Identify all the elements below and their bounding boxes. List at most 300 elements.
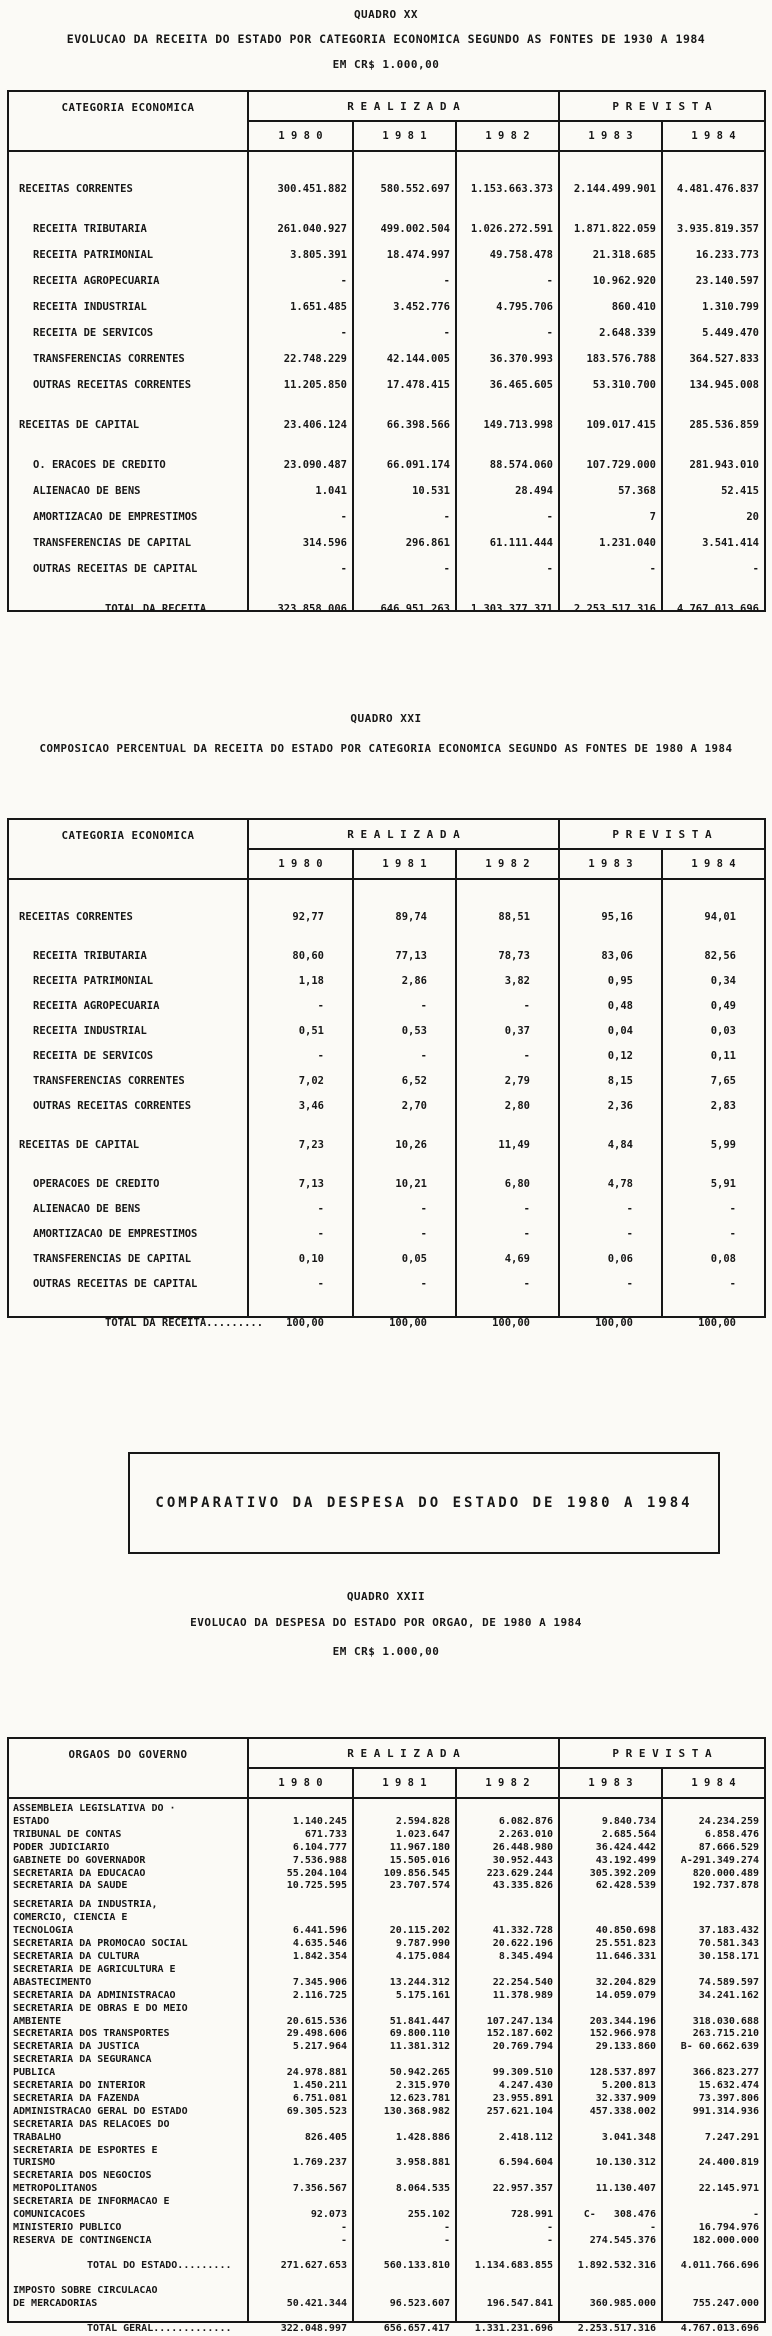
cell-value: - [420, 1202, 427, 1215]
row-label: SECRETARIA DA ADMINISTRACAO [13, 1989, 176, 2001]
cell-value: - [340, 275, 347, 287]
row-label: SECRETARIA DA EDUCACAO [13, 1867, 146, 1879]
row-label: RECEITAS CORRENTES [19, 910, 133, 923]
cell-value: 4.481.476.837 [676, 183, 759, 195]
cell-value: - [523, 1277, 530, 1290]
cell-value: 149.713.998 [483, 419, 553, 431]
row-label: ALIENACAO DE BENS [33, 1202, 141, 1215]
cell-value: 20.615.536 [286, 2015, 347, 2027]
cell-value: - [317, 1202, 324, 1215]
table-row [9, 1043, 764, 1068]
row-label: SECRETARIA DE INFORMACAO E COMUNICACOES [13, 2196, 170, 2221]
cell-value: - [626, 1277, 633, 1290]
cell-value: 0,95 [607, 974, 633, 987]
row-label: SECRETARIA DA FAZENDA [13, 2092, 140, 2104]
cell-value: 7,13 [298, 1177, 324, 1190]
cell-value: 257.621.104 [486, 2105, 553, 2117]
cell-value: 2.648.339 [599, 327, 656, 339]
cell-value: - [443, 327, 450, 339]
cell-value: 42.144.005 [386, 353, 450, 365]
cell-value: 0,11 [710, 1049, 736, 1062]
cell-value: 24.234.259 [698, 1815, 759, 1827]
row-label: RECEITA DE SERVICOS [33, 327, 154, 339]
row-label: RECEITA TRIBUTARIA [33, 949, 147, 962]
table-row [9, 372, 764, 398]
year-header: 1 9 8 2 [455, 1769, 558, 1797]
cell-value: - [729, 1202, 736, 1215]
cell-value: 192.737.878 [692, 1880, 759, 1892]
cell-value: 17.478.415 [386, 379, 450, 391]
table-row [9, 2106, 764, 2119]
cell-value: 94,01 [704, 910, 736, 923]
table-row [9, 268, 764, 294]
quadro-xxi-title: COMPOSICAO PERCENTUAL DA RECEITA DO ESTADO POR CATEGORIA ECONOMICA SEGUNDO AS FONTES DE 1980 A 1984 [39, 742, 733, 755]
table-row [9, 1829, 764, 1842]
row-label: TOTAL DO ESTADO......... [87, 2259, 232, 2271]
cell-value: 1,18 [298, 974, 324, 987]
cell-value: - [546, 2234, 553, 2246]
year-header: 1 9 8 0 [278, 130, 323, 142]
cell-value: 6.441.596 [292, 1925, 347, 1937]
table-row [9, 1221, 764, 1246]
cell-value: 2,79 [504, 1074, 530, 1087]
row-label: SECRETARIA DO INTERIOR [13, 2080, 146, 2092]
row-label: SECRETARIA DA SAUDE [13, 1880, 128, 1892]
revenue-percent-table [7, 818, 766, 1329]
year-header: 1 9 8 1 [352, 850, 455, 878]
cell-value: 13.244.312 [389, 1976, 450, 1988]
table-row [9, 1093, 764, 1118]
cell-value: 55.204.104 [286, 1867, 347, 1879]
column-header: ORGAOS DO GOVERNO [9, 1739, 249, 1797]
cell-value: 128.537.897 [589, 2067, 656, 2079]
cell-value: 100,00 [389, 1316, 427, 1329]
cell-value: 860.410 [611, 301, 656, 313]
row-label: ALIENACAO DE BENS [33, 485, 141, 497]
cell-value: 22.145.971 [698, 2183, 759, 2195]
cell-value: - [649, 2222, 656, 2233]
table-row [9, 1196, 764, 1221]
cell-value: 87.666.529 [698, 1841, 759, 1853]
cell-value: 23.140.597 [695, 275, 759, 287]
column-header: CATEGORIA ECONOMICA [9, 820, 249, 878]
table-row [9, 2080, 764, 2093]
cell-value: 1.331.231.696 [474, 2322, 553, 2334]
cell-value: 360.985.000 [589, 2297, 656, 2309]
table-row [9, 1132, 764, 1157]
year-header: 1 9 8 2 [455, 850, 558, 878]
cell-value: 10,21 [395, 1177, 427, 1190]
cell-value: 4.767.013.696 [676, 603, 759, 615]
cell-value: 16.794.976 [698, 2222, 759, 2233]
year-header: 1 9 8 4 [661, 850, 764, 878]
cell-value: 1.231.040 [599, 537, 656, 549]
table-header [9, 820, 764, 880]
cell-value: 21.318.685 [592, 249, 656, 261]
cell-value: 1.134.683.855 [474, 2259, 553, 2271]
row-label: PODER JUDICIARIO [13, 1841, 110, 1853]
table-row [9, 1246, 764, 1271]
cell-value: 196.547.841 [486, 2297, 553, 2309]
table-row [9, 1842, 764, 1855]
revenue-evolution-table [7, 90, 766, 615]
cell-value: 263.715.210 [692, 2028, 759, 2040]
cell-value: - [546, 563, 553, 575]
cell-value: 23.707.574 [389, 1880, 450, 1892]
cell-value: 41.332.728 [492, 1925, 553, 1937]
table-row [9, 2170, 764, 2196]
row-label: O. ERACOES DE CREDITO [33, 459, 166, 471]
cell-value: 755.247.000 [692, 2297, 759, 2309]
row-label: OUTRAS RECEITAS DE CAPITAL [33, 1277, 198, 1290]
cell-value: - [443, 2222, 450, 2233]
table-row [9, 1951, 764, 1964]
cell-value: 2,83 [710, 1099, 736, 1112]
cell-value: 15.632.474 [698, 2080, 759, 2092]
cell-value: 11.130.407 [595, 2183, 656, 2195]
cell-value: 14.059.079 [595, 1989, 656, 2001]
cell-value: 0,03 [710, 1024, 736, 1037]
row-label: IMPOSTO SOBRE CIRCULACAO DE MERCADORIAS [13, 2284, 158, 2309]
table-row [9, 2028, 764, 2041]
cell-value: 80,60 [292, 949, 324, 962]
cell-value: 4.795.706 [496, 301, 553, 313]
table-row [9, 452, 764, 478]
cell-value: 305.392.209 [589, 1867, 656, 1879]
cell-value: 61.111.444 [489, 537, 553, 549]
cell-value: 23.955.891 [492, 2092, 553, 2104]
cell-value: 0,34 [710, 974, 736, 987]
cell-value: 100,00 [286, 1316, 324, 1329]
cell-value: 11.205.850 [283, 379, 347, 391]
cell-value: 7.536.988 [292, 1854, 347, 1866]
cell-value: 24.400.819 [698, 2157, 759, 2169]
cell-value: 6.594.604 [498, 2157, 553, 2169]
table-row [9, 993, 764, 1018]
cell-value: 92,77 [292, 910, 324, 923]
cell-value: 32.204.829 [595, 1976, 656, 1988]
row-label: MINISTERIO PUBLICO [13, 2222, 122, 2233]
cell-value: 2.418.112 [498, 2131, 553, 2143]
year-header: 1 9 8 4 [661, 1769, 764, 1797]
cell-value: - [546, 327, 553, 339]
cell-value: 69.800.110 [389, 2028, 450, 2040]
cell-value: 20 [746, 511, 759, 523]
row-label: RECEITAS DE CAPITAL [19, 419, 140, 431]
row-label: TRANSFERENCIAS DE CAPITAL [33, 1252, 192, 1265]
row-label: TRIBUNAL DE CONTAS [13, 1828, 122, 1840]
cell-value: - [340, 563, 347, 575]
cell-value: - [317, 999, 324, 1012]
cell-value: 36.424.442 [595, 1841, 656, 1853]
cell-value: 29.133.860 [595, 2041, 656, 2053]
cell-value: - [443, 275, 450, 287]
row-label: SECRETARIA DA INDUSTRIA, COMERCIO, CIENCIA E TECNOLOGIA [13, 1899, 158, 1937]
cell-value: 322.048.997 [280, 2322, 347, 2334]
cell-value: 51.841.447 [389, 2015, 450, 2027]
cell-value: 274.545.376 [589, 2234, 656, 2246]
cell-value: 11.967.180 [389, 1841, 450, 1853]
quadro-xxii-unit: EM CR$ 1.000,00 [332, 1645, 440, 1658]
row-label: TOTAL GERAL............. [87, 2322, 232, 2334]
cell-value: 8,15 [607, 1074, 633, 1087]
cell-value: 4.011.766.696 [680, 2259, 759, 2271]
table-row [9, 242, 764, 268]
row-label: GABINETE DO GOVERNADOR [13, 1854, 146, 1866]
cell-value: 62.428.539 [595, 1880, 656, 1892]
cell-value: - [752, 563, 759, 575]
cell-value: 28.494 [515, 485, 553, 497]
cell-value: 78,73 [498, 949, 530, 962]
cell-value: - [317, 1049, 324, 1062]
cell-value: 366.823.277 [692, 2067, 759, 2079]
table-row [9, 1271, 764, 1296]
cell-value: 7,02 [298, 1074, 324, 1087]
cell-value: 69.305.523 [286, 2105, 347, 2117]
cell-value: - [420, 1277, 427, 1290]
table-row [9, 968, 764, 993]
cell-value: 318.030.688 [692, 2015, 759, 2027]
cell-value: 2,80 [504, 1099, 530, 1112]
cell-value: 20.115.202 [389, 1925, 450, 1937]
cell-value: 6.104.777 [292, 1841, 347, 1853]
cell-value: 6.751.081 [292, 2092, 347, 2104]
cell-value: 2.116.725 [292, 1989, 347, 2001]
table-row [9, 1938, 764, 1951]
cell-value: - [546, 2222, 553, 2233]
cell-value: 300.451.882 [277, 183, 347, 195]
cell-value: 2.253.517.316 [573, 603, 656, 615]
row-label: SECRETARIA DE AGRICULTURA E ABASTECIMENTO [13, 1963, 176, 1988]
row-label: RECEITA INDUSTRIAL [33, 301, 147, 313]
row-label: RECEITA INDUSTRIAL [33, 1024, 147, 1037]
cell-value: 7.247.291 [704, 2131, 759, 2143]
cell-value: - [317, 1227, 324, 1240]
cell-value: 134.945.008 [689, 379, 759, 391]
cell-value: 7,23 [298, 1138, 324, 1151]
cell-value: 4.767.013.696 [680, 2322, 759, 2334]
cell-value: 74.589.597 [698, 1976, 759, 1988]
row-label: RECEITA AGROPECUARIA [33, 275, 160, 287]
table-row [9, 216, 764, 242]
cell-value: - [420, 1227, 427, 1240]
table-body [9, 1799, 764, 2334]
table-row [9, 412, 764, 438]
cell-value: 2,70 [401, 1099, 427, 1112]
cell-value: 8.345.494 [498, 1950, 553, 1962]
cell-value: 4,78 [607, 1177, 633, 1190]
cell-value: 36.465.605 [489, 379, 553, 391]
cell-value: 23.406.124 [283, 419, 347, 431]
row-label: OUTRAS RECEITAS CORRENTES [33, 1099, 192, 1112]
cell-value: - [626, 1227, 633, 1240]
expense-evolution-table [7, 1737, 766, 2334]
cell-value: - [523, 999, 530, 1012]
row-label: AMORTIZACAO DE EMPRESTIMOS [33, 1227, 198, 1240]
comparativo-title: COMPARATIVO DA DESPESA DO ESTADO DE 1980 A 1984 [155, 1495, 693, 1511]
cell-value: 152.187.602 [486, 2028, 553, 2040]
table-row [9, 1855, 764, 1868]
table-row [9, 1803, 764, 1829]
cell-value: 6,80 [504, 1177, 530, 1190]
cell-value: 2,86 [401, 974, 427, 987]
cell-value: - [443, 511, 450, 523]
cell-value: 9.787.990 [395, 1938, 450, 1950]
cell-value: 30.158.171 [698, 1950, 759, 1962]
cell-value: 1.023.647 [395, 1828, 450, 1840]
cell-value: 25.551.823 [595, 1938, 656, 1950]
cell-value: 66.398.566 [386, 419, 450, 431]
cell-value: 100,00 [595, 1316, 633, 1329]
table-row [9, 1310, 764, 1335]
cell-value: - [340, 327, 347, 339]
cell-value: - [729, 1277, 736, 1290]
table-row [9, 2093, 764, 2106]
quadro-xx-label: QUADRO XX [353, 8, 419, 21]
cell-value: 83,06 [601, 949, 633, 962]
table-row [9, 530, 764, 556]
cell-value: 34.241.162 [698, 1989, 759, 2001]
cell-value: 223.629.244 [486, 1867, 553, 1879]
cell-value: A-291.349.274 [680, 1854, 759, 1866]
quadro-xxi-label: QUADRO XXI [350, 712, 422, 725]
table-row [9, 556, 764, 582]
row-label: TRANSFERENCIAS CORRENTES [33, 1074, 185, 1087]
cell-value: 3,46 [298, 1099, 324, 1112]
cell-value: 70.581.343 [698, 1938, 759, 1950]
cell-value: 32.337.909 [595, 2092, 656, 2104]
table-row [9, 1171, 764, 1196]
cell-value: 10.531 [412, 485, 450, 497]
cell-value: 2.144.499.901 [573, 183, 656, 195]
cell-value: 4,69 [504, 1252, 530, 1265]
row-label: ADMINISTRACAO GERAL DO ESTADO [13, 2105, 188, 2117]
year-header: 1 9 8 0 [278, 858, 323, 870]
cell-value: 646.951.263 [380, 603, 450, 615]
cell-value: 0,08 [710, 1252, 736, 1265]
cell-value: 728.991 [510, 2209, 553, 2221]
cell-value: 7 [649, 511, 656, 523]
cell-value: 107.729.000 [586, 459, 656, 471]
cell-value: - [443, 563, 450, 575]
row-label: SECRETARIA DA PROMOCAO SOCIAL [13, 1938, 188, 1950]
row-label: OUTRAS RECEITAS CORRENTES [33, 379, 192, 391]
table-row [9, 2285, 764, 2311]
cell-value: 2.315.970 [395, 2080, 450, 2092]
cell-value: 52.415 [721, 485, 759, 497]
cell-value: 1.026.272.591 [470, 223, 553, 235]
cell-value: - [443, 2234, 450, 2246]
cell-value: 29.498.606 [286, 2028, 347, 2040]
cell-value: 2,36 [607, 1099, 633, 1112]
table-row [9, 2003, 764, 2029]
cell-value: 5.217.964 [292, 2041, 347, 2053]
year-header: 1 9 8 2 [455, 122, 558, 150]
cell-value: 6.082.876 [498, 1815, 553, 1827]
cell-value: 12.623.781 [389, 2092, 450, 2104]
cell-value: 22.748.229 [283, 353, 347, 365]
cell-value: 109.856.545 [383, 1867, 450, 1879]
row-label: SECRETARIA DOS TRANSPORTES [13, 2028, 170, 2040]
quadro-xx-unit: EM CR$ 1.000,00 [332, 58, 440, 71]
cell-value: 656.657.417 [383, 2322, 450, 2334]
cell-value: 323.858.006 [277, 603, 347, 615]
group-header-prevista: P R E V I S T A [558, 1739, 764, 1769]
cell-value: - [626, 1202, 633, 1215]
table-row [9, 2235, 764, 2248]
cell-value: 3.805.391 [290, 249, 347, 261]
cell-value: 3.958.881 [395, 2157, 450, 2169]
cell-value: 130.368.982 [383, 2105, 450, 2117]
cell-value: 1.892.532.316 [577, 2259, 656, 2271]
cell-value: - [523, 1049, 530, 1062]
cell-value: 20.622.196 [492, 1938, 553, 1950]
cell-value: 96.523.607 [389, 2297, 450, 2309]
cell-value: 671.733 [304, 1828, 347, 1840]
table-row [9, 1880, 764, 1893]
row-label: TOTAL DA RECEITA......... [105, 603, 264, 615]
cell-value: 5,99 [710, 1138, 736, 1151]
cell-value: 0,12 [607, 1049, 633, 1062]
cell-value: 10,26 [395, 1138, 427, 1151]
cell-value: 88.574.060 [489, 459, 553, 471]
year-header: 1 9 8 3 [558, 850, 661, 878]
row-label: SECRETARIA DOS NEGOCIOS METROPOLITANOS [13, 2170, 152, 2195]
cell-value: 1.140.245 [292, 1815, 347, 1827]
cell-value: 66.091.174 [386, 459, 450, 471]
cell-value: 3.452.776 [393, 301, 450, 313]
table-row [9, 904, 764, 929]
cell-value: 36.370.993 [489, 353, 553, 365]
table-row [9, 2222, 764, 2235]
cell-value: 4,84 [607, 1138, 633, 1151]
cell-value: 53.310.700 [592, 379, 656, 391]
year-header: 1 9 8 1 [352, 1769, 455, 1797]
column-header: CATEGORIA ECONOMICA [9, 92, 249, 150]
group-header-prevista: P R E V I S T A [558, 92, 764, 122]
year-header: 1 9 8 4 [661, 122, 764, 150]
cell-value: 15.505.016 [389, 1854, 450, 1866]
table-row [9, 2054, 764, 2080]
row-label: AMORTIZACAO DE EMPRESTIMOS [33, 511, 198, 523]
year-header: 1 9 8 0 [278, 1777, 323, 1789]
cell-value: 5,91 [710, 1177, 736, 1190]
cell-value: 820.000.489 [692, 1867, 759, 1879]
cell-value: C- 308.476 [583, 2209, 656, 2221]
cell-value: - [340, 2234, 347, 2246]
cell-value: 255.102 [407, 2209, 450, 2221]
cell-value: - [649, 563, 656, 575]
row-label: SECRETARIA DA CULTURA [13, 1950, 140, 1962]
cell-value: 18.474.997 [386, 249, 450, 261]
cell-value: 11.381.312 [389, 2041, 450, 2053]
table-row [9, 2119, 764, 2145]
cell-value: - [546, 275, 553, 287]
table-row [9, 346, 764, 372]
cell-value: 296.861 [405, 537, 450, 549]
cell-value: 203.344.196 [589, 2015, 656, 2027]
cell-value: 11.378.989 [492, 1989, 553, 2001]
row-label: TRANSFERENCIAS DE CAPITAL [33, 537, 192, 549]
cell-value: 77,13 [395, 949, 427, 962]
cell-value: 1.303.377.371 [470, 603, 553, 615]
cell-value: - [340, 511, 347, 523]
cell-value: 5.200.813 [601, 2080, 656, 2092]
table-row [9, 320, 764, 346]
cell-value: 4.635.546 [292, 1938, 347, 1950]
cell-value: 22.254.540 [492, 1976, 553, 1988]
cell-value: 1.651.485 [290, 301, 347, 313]
